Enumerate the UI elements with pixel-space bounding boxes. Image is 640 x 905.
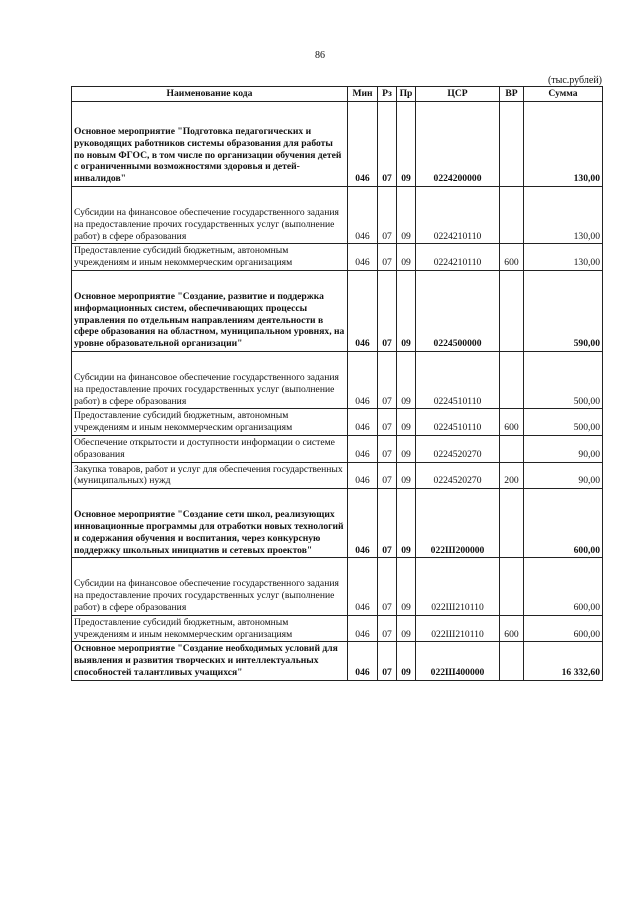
row-vr [500, 558, 524, 615]
row-rz: 07 [378, 558, 397, 615]
row-sum: 130,00 [524, 244, 603, 271]
row-min: 046 [348, 351, 378, 408]
column-header-rz: Рз [378, 87, 397, 102]
row-vr [500, 102, 524, 187]
row-pr: 09 [397, 462, 416, 489]
row-pr: 09 [397, 489, 416, 558]
row-name: Субсидии на финансовое обеспечение государственного задания на предоставление прочих государственных услуг (выполнение работ) в сфере образования [72, 558, 348, 615]
column-header-vr: ВР [500, 87, 524, 102]
row-pr: 09 [397, 642, 416, 680]
row-sum: 130,00 [524, 186, 603, 243]
column-header-csr: ЦСР [416, 87, 500, 102]
row-sum: 130,00 [524, 102, 603, 187]
row-name: Основное мероприятие "Создание, развитие и поддержка информационных систем, обеспечивающих процессы управления по отдельным направлениям деятельности в сфере образования на областном, муниципальном уровнях, на уровне образовательной организации" [72, 270, 348, 351]
row-vr [500, 270, 524, 351]
row-vr [500, 435, 524, 462]
column-header-pr: Пр [397, 87, 416, 102]
row-rz: 07 [378, 186, 397, 243]
row-min: 046 [348, 435, 378, 462]
table-row [72, 186, 603, 243]
row-rz: 07 [378, 102, 397, 187]
table-row [72, 615, 603, 642]
budget-table [71, 86, 603, 681]
row-rz: 07 [378, 642, 397, 680]
table-row [72, 270, 603, 351]
row-min: 046 [348, 270, 378, 351]
row-sum: 600,00 [524, 489, 603, 558]
row-sum: 16 332,60 [524, 642, 603, 680]
table-row [72, 244, 603, 271]
table-header-row [72, 87, 603, 102]
table-row [72, 409, 603, 436]
table-row [72, 435, 603, 462]
units-label: (тыс.рублей) [547, 75, 602, 86]
row-csr: 022Ш210110 [416, 615, 500, 642]
table-row [72, 462, 603, 489]
row-name: Субсидии на финансовое обеспечение государственного задания на предоставление прочих государственных услуг (выполнение работ) в сфере образования [72, 186, 348, 243]
column-header-sum: Сумма [524, 87, 603, 102]
row-rz: 07 [378, 615, 397, 642]
row-rz: 07 [378, 462, 397, 489]
table-row [72, 102, 603, 187]
page-number: 86 [315, 50, 325, 61]
row-pr: 09 [397, 186, 416, 243]
row-name: Предоставление субсидий бюджетным, автономным учреждениям и иным некоммерческим организациям [72, 244, 348, 271]
column-header-min: Мин [348, 87, 378, 102]
row-vr [500, 642, 524, 680]
row-pr: 09 [397, 435, 416, 462]
row-name: Субсидии на финансовое обеспечение государственного задания на предоставление прочих государственных услуг (выполнение работ) в сфере образования [72, 351, 348, 408]
row-sum: 590,00 [524, 270, 603, 351]
row-sum: 600,00 [524, 615, 603, 642]
row-csr: 0224510110 [416, 409, 500, 436]
row-csr: 0224510110 [416, 351, 500, 408]
row-sum: 500,00 [524, 409, 603, 436]
row-csr: 0224210110 [416, 186, 500, 243]
row-sum: 90,00 [524, 435, 603, 462]
table-row [72, 489, 603, 558]
row-pr: 09 [397, 244, 416, 271]
row-name: Закупка товаров, работ и услуг для обеспечения государственных (муниципальных) нужд [72, 462, 348, 489]
table-row [72, 558, 603, 615]
row-name: Обеспечение открытости и доступности информации о системе образования [72, 435, 348, 462]
row-pr: 09 [397, 351, 416, 408]
row-name: Основное мероприятие "Подготовка педагогических и руководящих работников системы образования для работы по новым ФГОС, в том числе по организации обучения детей с ограниченными возможностями здоровья и детей-инвалидов" [72, 102, 348, 187]
row-sum: 90,00 [524, 462, 603, 489]
row-rz: 07 [378, 351, 397, 408]
table-row [72, 351, 603, 408]
row-csr: 022Ш210110 [416, 558, 500, 615]
row-rz: 07 [378, 489, 397, 558]
row-min: 046 [348, 186, 378, 243]
row-name: Основное мероприятие "Создание необходимых условий для выявления и развития творческих и интеллектуальных способностей талантливых учащихся" [72, 642, 348, 680]
row-min: 046 [348, 462, 378, 489]
row-min: 046 [348, 615, 378, 642]
table-row [72, 642, 603, 680]
row-csr: 0224520270 [416, 462, 500, 489]
row-name: Предоставление субсидий бюджетным, автономным учреждениям и иным некоммерческим организациям [72, 615, 348, 642]
row-min: 046 [348, 409, 378, 436]
row-min: 046 [348, 642, 378, 680]
row-vr [500, 351, 524, 408]
row-min: 046 [348, 244, 378, 271]
row-min: 046 [348, 102, 378, 187]
row-sum: 500,00 [524, 351, 603, 408]
row-csr: 022Ш200000 [416, 489, 500, 558]
row-pr: 09 [397, 102, 416, 187]
row-csr: 0224500000 [416, 270, 500, 351]
row-min: 046 [348, 489, 378, 558]
row-csr: 0224520270 [416, 435, 500, 462]
row-pr: 09 [397, 270, 416, 351]
row-pr: 09 [397, 615, 416, 642]
row-vr [500, 186, 524, 243]
column-header-name: Наименование кода [72, 87, 348, 102]
row-vr: 600 [500, 409, 524, 436]
row-pr: 09 [397, 409, 416, 436]
row-rz: 07 [378, 244, 397, 271]
row-pr: 09 [397, 558, 416, 615]
row-name: Предоставление субсидий бюджетным, автономным учреждениям и иным некоммерческим организациям [72, 409, 348, 436]
row-vr: 200 [500, 462, 524, 489]
row-csr: 0224200000 [416, 102, 500, 187]
row-vr [500, 489, 524, 558]
row-rz: 07 [378, 270, 397, 351]
row-sum: 600,00 [524, 558, 603, 615]
row-rz: 07 [378, 435, 397, 462]
row-vr: 600 [500, 244, 524, 271]
row-min: 046 [348, 558, 378, 615]
row-csr: 0224210110 [416, 244, 500, 271]
row-rz: 07 [378, 409, 397, 436]
row-vr: 600 [500, 615, 524, 642]
row-name: Основное мероприятие "Создание сети школ, реализующих инновационные программы для отработки новых технологий и содержания обучения и воспитания, через конкурсную поддержку школьных инициатив и сетевых проектов" [72, 489, 348, 558]
row-csr: 022Ш400000 [416, 642, 500, 680]
